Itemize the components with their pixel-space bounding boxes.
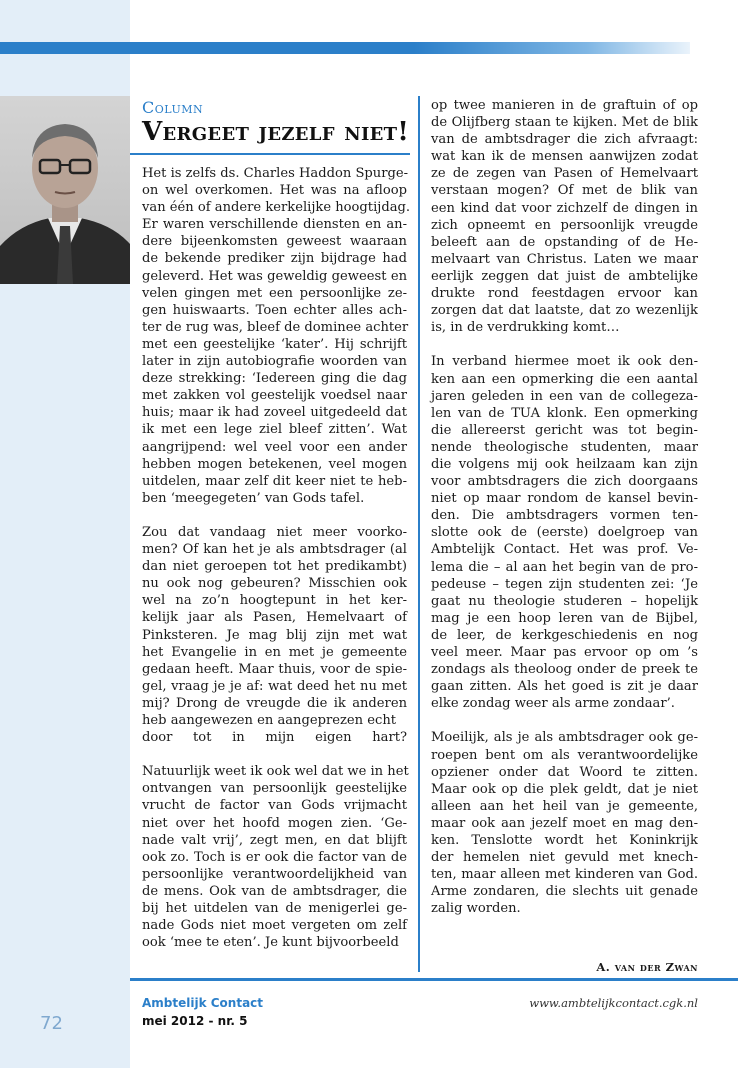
text-line: nu ook nog gebeuren? Misschien ook [142, 576, 407, 592]
text-line: uitdelen, maar zelf dit keer niet te heb- [142, 473, 407, 489]
text-line: pedeuse – tegen zijn studenten zei: ‘Je [431, 576, 698, 592]
text-line: velen gingen met een persoonlijke ze- [142, 285, 407, 301]
text-line: niet op maar rondom de kansel bevin- [431, 491, 698, 507]
text-line: Ambtelijk Contact. Het was prof. Ve- [431, 542, 698, 558]
text-line: door tot in mijn eigen hart? [142, 730, 407, 746]
text-line: eerlijk zeggen dat juist de ambtelijke [431, 268, 698, 284]
article-title: Vergeet jezelf niet! [142, 117, 410, 147]
text-line: zorgen dat dat laatste, dat zo wezenlijk [431, 303, 698, 319]
text-line: alleen aan het heil van je gemeente, [431, 798, 698, 814]
text-line: slotte ook de (eerste) doelgroep van [431, 525, 698, 541]
body-column-right [431, 97, 698, 918]
text-line: is, in de verdrukking komt… [431, 320, 620, 336]
text-line: kelijk jaar als Pasen, Hemelvaart of [142, 610, 407, 626]
text-line: dan niet geroepen tot het predikambt) [142, 559, 407, 575]
text-line: melvaart van Christus. Laten we maar [431, 251, 698, 267]
text-line: huis; maar ik had zoveel uitgedeeld dat [142, 405, 407, 421]
text-line: elke zondag weer als arme zondaar’. [431, 696, 675, 712]
text-line: bij het uitdelen van de menigerlei ge- [142, 901, 407, 917]
journal-name: Ambtelijk Contact [142, 996, 264, 1010]
text-line: ik met een lege ziel bleef zitten’. Wat [142, 422, 407, 438]
text-line: zalig worden. [431, 901, 521, 917]
text-line: vrucht de factor van Gods vrijmacht [142, 798, 407, 814]
top-decorative-bar [0, 42, 690, 54]
text-line: wel na zo’n hoogtepunt in het ker- [142, 593, 407, 609]
page-number: 72 [40, 1013, 63, 1034]
text-line: ter de rug was, bleef de dominee achter [142, 319, 409, 335]
text-line: heb aangewezen en aangeprezen echt [142, 713, 397, 728]
text-line: zondags als theoloog onder de preek te [431, 662, 698, 678]
text-line: ken aan een opmerking die een aantal [431, 371, 698, 387]
text-line: geleverd. Het was geweldig geweest en [142, 268, 407, 284]
website-url[interactable]: www.ambtelijkcontact.cgk.nl [529, 996, 698, 1010]
paragraph-gap [431, 712, 698, 729]
text-line: In verband hiermee moet ik ook den- [431, 354, 698, 370]
text-line: de mens. Ook van de ambtsdrager, die [142, 883, 407, 899]
text-line: een kind dat voor zichzelf de dingen in [431, 200, 698, 216]
text-line: gaat nu theologie studeren – hopelijk [431, 593, 698, 609]
text-line: on wel overkomen. Het was na afloop [142, 183, 407, 199]
text-line: met zakken vol geestelijk voedsel naar [142, 388, 407, 404]
text-line: zich opneemt en persoonlijk vreugde [431, 217, 698, 233]
text-line: lema die – al aan het begin van de pro- [431, 559, 698, 575]
text-line: van één of andere kerkelijke hoogtijdag. [142, 200, 411, 216]
text-line: mag je een hoop leren van de Bijbel, [431, 610, 698, 626]
text-line: de Olijfberg staan te kijken. Met de blik [431, 115, 698, 131]
text-line: ook ‘mee te eten’. Je kunt bijvoorbeeld [142, 935, 399, 951]
text-line: persoonlijke verantwoordelijkheid van [142, 866, 407, 882]
text-line: Er waren verschillende diensten en an- [142, 217, 407, 233]
text-line: der hemelen niet gevuld met knech- [431, 850, 698, 866]
text-line: veel meer. Maar pas ervoor op om ’s [431, 645, 698, 660]
text-line: wat kan ik de mensen aanwijzen zodat [431, 149, 698, 165]
text-line: nade Gods niet moet vergeten om zelf [142, 918, 407, 934]
text-line: Pinksteren. Je mag blij zijn met wat [142, 627, 407, 643]
paragraph-gap [142, 746, 407, 763]
text-line: ten, maar alleen met kinderen van God. [431, 867, 698, 883]
text-line: ook zo. Toch is er ook die factor van de [142, 849, 407, 865]
text-line: Zou dat vandaag niet meer voorko- [142, 524, 407, 540]
column-divider [418, 96, 420, 972]
text-line: het Evangelie in en met je gemeente [142, 644, 407, 660]
text-line: hebben mogen betekenen, veel mogen [142, 456, 407, 472]
text-line: nade valt vrij’, zegt men, en dat blijft [142, 832, 407, 848]
text-line: ze de zegen van Pasen of Hemelvaart [431, 166, 698, 182]
text-line: gedaan heeft. Maar thuis, voor de spie- [142, 661, 407, 677]
text-line: die allereerst gericht was tot begin- [431, 422, 698, 438]
author-signature: A. van der Zwan [596, 960, 698, 974]
text-line: deze strekking: ‘Iedereen ging die dag [142, 371, 407, 387]
text-line: ontvangen van persoonlijk geestelijke [142, 781, 407, 797]
text-line: niet over het hoofd mogen zien. ‘Ge- [142, 815, 407, 831]
text-line: later in zijn autobiografie woorden van [142, 354, 407, 370]
issue-info: mei 2012 - nr. 5 [142, 1014, 248, 1028]
text-line: aangrijpend: wel veel voor een ander [142, 439, 407, 455]
text-line: mij? Drong de vreugde die ik anderen [142, 695, 407, 711]
body-column-left [142, 165, 411, 951]
text-line: Het is zelfs ds. Charles Haddon Spurge- [142, 166, 409, 181]
title-underline [130, 153, 410, 155]
text-line: men? Of kan het je als ambtsdrager (al [142, 542, 407, 558]
text-line: Moeilijk, als je als ambtsdrager ook ge- [431, 730, 698, 746]
text-line: ken. Tenslotte wordt het Koninkrijk [431, 833, 698, 849]
paragraph-gap [142, 507, 407, 524]
text-line: die volgens mij ook heilzaam kan zijn [431, 456, 698, 472]
text-line: dere bijeenkomsten geweest waaraan [142, 234, 407, 250]
text-line: verstaan mogen? Of met de blik van [431, 183, 698, 199]
text-line: nende theologische studenten, maar [431, 439, 698, 455]
footer-rule [130, 978, 738, 981]
text-line: gaan zitten. Als het goed is zit je daar [431, 679, 698, 695]
paragraph-gap [431, 336, 698, 353]
text-line: opziener onder dat Woord te zitten. [431, 764, 698, 780]
text-line: op twee manieren in de graftuin of op [431, 98, 698, 113]
text-line: den. Die ambtsdragers vormen ten- [431, 508, 698, 524]
text-line: met een geestelijke ‘kater’. Hij schrijft [142, 336, 407, 352]
text-line: beleeft aan de opstanding of de He- [431, 234, 698, 250]
text-line: Arme zondaren, die slechts uit genade [431, 884, 698, 900]
author-portrait [0, 96, 130, 284]
text-line: roepen bent om als verantwoordelijke [431, 747, 698, 763]
text-line: gel, vraag je je af: wat deed het nu met [142, 678, 407, 694]
text-line: drukte rond feestdagen ervoor kan [431, 286, 698, 302]
text-line: Maar ook op die plek geldt, dat je niet [431, 781, 698, 797]
text-line: gen huiswaarts. Toen echter alles ach- [142, 302, 407, 318]
text-line: van de ambtsdrager die zich afvraagt: [431, 132, 698, 148]
text-line: de bekende prediker zijn bijdrage had [142, 251, 407, 267]
column-kicker: Column [142, 98, 204, 117]
text-line: ben ‘meegegeten’ van Gods tafel. [142, 490, 365, 506]
text-line: jaren geleden in een van de collegeza- [431, 388, 698, 404]
text-line: maar ook aan jezelf moet en mag den- [431, 815, 698, 831]
text-line: len van de TUA klonk. Een opmerking [431, 405, 698, 421]
text-line: Natuurlijk weet ik ook wel dat we in het [142, 764, 409, 780]
text-line: voor ambtsdragers die zich doorgaans [431, 474, 698, 490]
text-line: de leer, de kerkgeschiedenis en nog [431, 627, 698, 643]
